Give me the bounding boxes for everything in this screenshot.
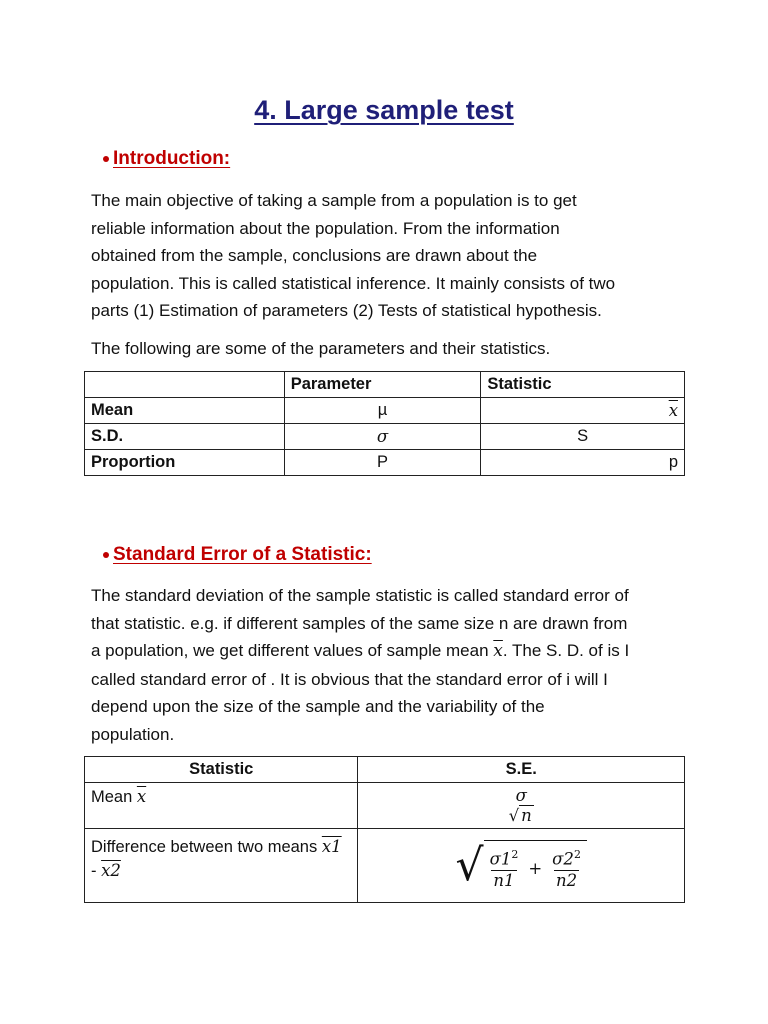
following-text: The following are some of the parameters and their statistics. xyxy=(91,339,551,358)
table-row: Mean µ $\overline{x}$ xyxy=(85,398,685,424)
table-row: Difference between two means x1 - x2 √ $\frac{\sigma 1^2}{n1}$ + $\frac{\sigma 2^2}{n2}$ xyxy=(85,829,685,903)
section-heading-introduction: Introduction: xyxy=(113,148,230,170)
bullet-icon xyxy=(103,552,109,558)
table-header-row: Parameter Statistic xyxy=(85,372,685,398)
page-title: 4. Large sample test xyxy=(254,95,514,125)
section-heading-standard-error: Standard Error of a Statistic: xyxy=(113,544,372,566)
table-row: Proportion P p xyxy=(85,450,685,476)
bullet-icon xyxy=(103,156,109,162)
se-mean-formula: σ √ n xyxy=(508,785,532,825)
table-row: S.D. σ S xyxy=(85,424,685,450)
standard-error-table xyxy=(84,756,685,903)
table-row: Mean $\overline{x}$ σ √ n xyxy=(85,783,685,829)
standard-error-paragraph: The standard deviation of the sample statistic is called standard error of that statistic. e.g. if different samples of the same size n are drawn from a population, we get different values of sample mean $\overline{x}$. The S. D. of is I called standard error of . It is obvious that the standard error of i will I depend upon the size of the sample and the variability of the population. xyxy=(91,586,630,744)
intro-paragraph: The main objective of taking a sample from a population is to get reliable information about the population. From the information obtained from the sample, conclusions are drawn about the population. This is called statistical inference. It mainly consists of two parts (1) Estimation of parameters (2) Tests of statistical hypothesis. xyxy=(91,191,616,320)
se-difference-formula: √ $\frac{\sigma 1^2}{n1}$ + $\frac{\sigma 2^2}{n2}$ xyxy=(456,840,587,891)
table-header-row: Statistic S.E. xyxy=(85,757,685,783)
parameters-table xyxy=(84,371,685,476)
